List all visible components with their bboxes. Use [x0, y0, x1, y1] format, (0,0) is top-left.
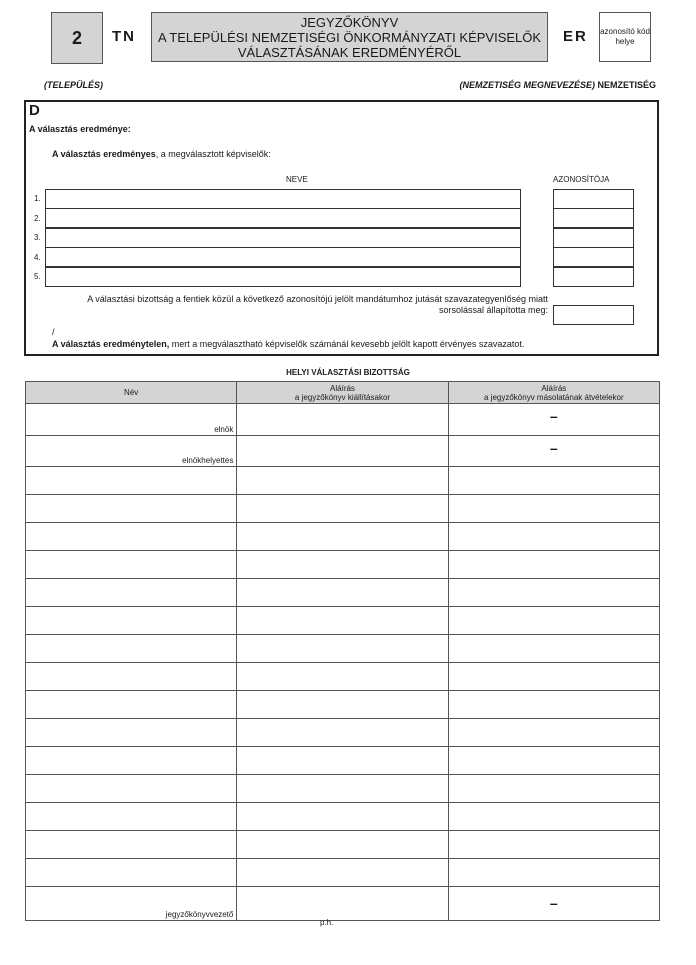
elected-name-field-4[interactable]: [45, 247, 521, 267]
row-number: 3.: [34, 233, 41, 242]
table-row: [26, 523, 660, 551]
nationality-label: [459, 80, 656, 90]
tie-break-text: [87, 294, 548, 316]
signature-copy-cell: [448, 887, 659, 921]
signature-issue-cell[interactable]: [237, 719, 448, 747]
member-name-cell[interactable]: [26, 607, 237, 635]
table-row: [26, 859, 660, 887]
section-letter: D: [29, 102, 40, 119]
result-failed-line: [52, 339, 524, 349]
row-number: 2.: [34, 214, 41, 223]
tie-break-line-1: A választási bizottság a fentiek közül a következő azonosítójú jelölt mandátumhoz jutását szavazategyenlőség miatt: [87, 294, 548, 304]
form-title-line-1: JEGYZŐKÖNYV: [300, 15, 399, 30]
signature-issue-cell[interactable]: [237, 747, 448, 775]
signature-copy-cell[interactable]: [448, 579, 659, 607]
member-name-cell[interactable]: [26, 831, 237, 859]
table-row: [26, 803, 660, 831]
tie-break-id-field[interactable]: [553, 305, 634, 325]
member-name-cell[interactable]: [26, 523, 237, 551]
signature-copy-cell[interactable]: [448, 467, 659, 495]
member-name-cell[interactable]: [26, 775, 237, 803]
member-name-cell[interactable]: [26, 495, 237, 523]
signature-issue-cell[interactable]: [237, 831, 448, 859]
sig-issue-title: Aláírás: [330, 383, 355, 393]
settlement-text: (TELEPÜLÉS): [44, 80, 104, 90]
id-code-label: azonosító kód helye: [600, 27, 650, 46]
table-row: [26, 887, 660, 921]
signature-issue-cell[interactable]: [237, 523, 448, 551]
member-name-cell[interactable]: [26, 887, 237, 921]
signature-copy-cell[interactable]: [448, 607, 659, 635]
id-code-box: [599, 12, 651, 62]
signature-copy-cell[interactable]: [448, 635, 659, 663]
role-chair: elnök: [214, 425, 234, 434]
committee-signature-table: [25, 381, 660, 921]
member-name-cell[interactable]: [26, 719, 237, 747]
table-row: [26, 691, 660, 719]
signature-copy-cell: [448, 404, 659, 436]
form-title-box: [151, 12, 548, 62]
tie-break-line-2: sorsolással állapította meg:: [438, 305, 548, 315]
sig-copy-subtitle: a jegyzőkönyv másolatának átvételekor: [484, 392, 624, 402]
signature-issue-cell[interactable]: [237, 691, 448, 719]
member-name-cell[interactable]: [26, 803, 237, 831]
row-number: 1.: [34, 194, 41, 203]
form-number: 2: [71, 27, 82, 48]
signature-issue-cell[interactable]: [237, 436, 448, 467]
nationality-italic: (NEMZETISÉG MEGNEVEZÉSE): [459, 80, 595, 90]
signature-copy-cell[interactable]: [448, 859, 659, 887]
result-successful-line: [52, 149, 271, 159]
sig-copy-title: Aláírás: [541, 383, 567, 393]
result-failed-bold: A választás eredménytelen,: [52, 339, 170, 349]
committee-title: HELYI VÁLASZTÁSI BIZOTTSÁG: [286, 368, 410, 377]
member-name-cell[interactable]: [26, 747, 237, 775]
elected-name-field-3[interactable]: [45, 228, 521, 248]
col-name-header: Név: [26, 382, 237, 404]
role-recorder: jegyzőkönyvvezető: [165, 910, 234, 919]
dash-mark: –: [549, 408, 558, 424]
nationality-suffix: NEMZETISÉG: [594, 80, 656, 90]
table-row: [26, 775, 660, 803]
signature-issue-cell[interactable]: [237, 859, 448, 887]
signature-copy-cell: [448, 436, 659, 467]
col-signature-copy-header: [448, 382, 659, 404]
table-header-row: [26, 382, 660, 404]
dash-mark: –: [549, 440, 558, 456]
section-heading: A választás eredménye:: [29, 124, 131, 134]
column-name-header: NEVE: [286, 175, 308, 184]
signature-copy-cell[interactable]: [448, 775, 659, 803]
form-number-box: [51, 12, 103, 64]
elected-name-field-2[interactable]: [45, 208, 521, 228]
member-name-cell[interactable]: [26, 467, 237, 495]
signature-copy-cell[interactable]: [448, 551, 659, 579]
elected-id-field-2[interactable]: [553, 208, 634, 228]
table-row: [26, 467, 660, 495]
settlement-label: [44, 80, 103, 90]
result-successful-rest: , a megválasztott képviselők:: [155, 149, 271, 159]
signature-issue-cell[interactable]: [237, 467, 448, 495]
sig-issue-subtitle: a jegyzőkönyv kiállításakor: [294, 392, 391, 402]
or-separator: /: [52, 327, 55, 337]
elected-id-field-5[interactable]: [553, 267, 634, 287]
form-title-line-3: VÁLASZTÁSÁNAK EREDMÉNYÉRŐL: [237, 45, 462, 60]
elected-name-field-5[interactable]: [45, 267, 521, 287]
signature-copy-cell[interactable]: [448, 523, 659, 551]
row-number: 4.: [34, 253, 41, 262]
section-d-box: [24, 100, 659, 356]
signature-issue-cell[interactable]: [237, 663, 448, 691]
stamp-place: p.h.: [320, 918, 334, 927]
table-row: [26, 551, 660, 579]
table-row: [26, 635, 660, 663]
member-name-cell[interactable]: [26, 691, 237, 719]
table-row: [26, 719, 660, 747]
column-id-header: AZONOSÍTÓJA: [553, 175, 610, 184]
member-name-cell[interactable]: [26, 551, 237, 579]
table-row: [26, 495, 660, 523]
signature-issue-cell[interactable]: [237, 803, 448, 831]
signature-copy-cell[interactable]: [448, 691, 659, 719]
signature-issue-cell[interactable]: [237, 404, 448, 436]
signature-copy-cell[interactable]: [448, 831, 659, 859]
dash-mark: –: [549, 895, 558, 911]
table-row: [26, 579, 660, 607]
signature-issue-cell[interactable]: [237, 635, 448, 663]
signature-issue-cell[interactable]: [237, 551, 448, 579]
table-row: [26, 607, 660, 635]
member-name-cell[interactable]: [26, 859, 237, 887]
table-row: [26, 831, 660, 859]
member-name-cell[interactable]: [26, 436, 237, 467]
member-name-cell[interactable]: [26, 635, 237, 663]
table-row: [26, 747, 660, 775]
table-row: [26, 663, 660, 691]
signature-copy-cell[interactable]: [448, 719, 659, 747]
form-title-line-2: A TELEPÜLÉSI NEMZETISÉGI ÖNKORMÁNYZATI KÉPVISELŐK: [157, 30, 542, 45]
signature-copy-cell[interactable]: [448, 803, 659, 831]
signature-issue-cell[interactable]: [237, 579, 448, 607]
result-successful-bold: A választás eredményes: [52, 149, 156, 159]
elected-id-field-3[interactable]: [553, 228, 634, 248]
role-vice-chair: elnökhelyettes: [182, 456, 234, 465]
signature-copy-cell[interactable]: [448, 495, 659, 523]
signature-issue-cell[interactable]: [237, 775, 448, 803]
elected-name-field-1[interactable]: [45, 189, 521, 209]
signature-issue-cell[interactable]: [237, 607, 448, 635]
signature-copy-cell[interactable]: [448, 663, 659, 691]
elected-id-field-4[interactable]: [553, 247, 634, 267]
member-name-cell[interactable]: [26, 404, 237, 436]
col-signature-issue-header: [237, 382, 448, 404]
table-row: [26, 404, 660, 436]
signature-issue-cell[interactable]: [237, 887, 448, 921]
right-code: ER: [563, 28, 588, 45]
member-name-cell[interactable]: [26, 663, 237, 691]
member-name-cell[interactable]: [26, 579, 237, 607]
signature-copy-cell[interactable]: [448, 747, 659, 775]
result-failed-rest: mert a megválasztható képviselők számánál kevesebb jelölt kapott érvényes szavazatot.: [169, 339, 525, 349]
row-number: 5.: [34, 272, 41, 281]
left-code: TN: [112, 28, 136, 45]
table-row: [26, 436, 660, 467]
signature-issue-cell[interactable]: [237, 495, 448, 523]
elected-id-field-1[interactable]: [553, 189, 634, 209]
